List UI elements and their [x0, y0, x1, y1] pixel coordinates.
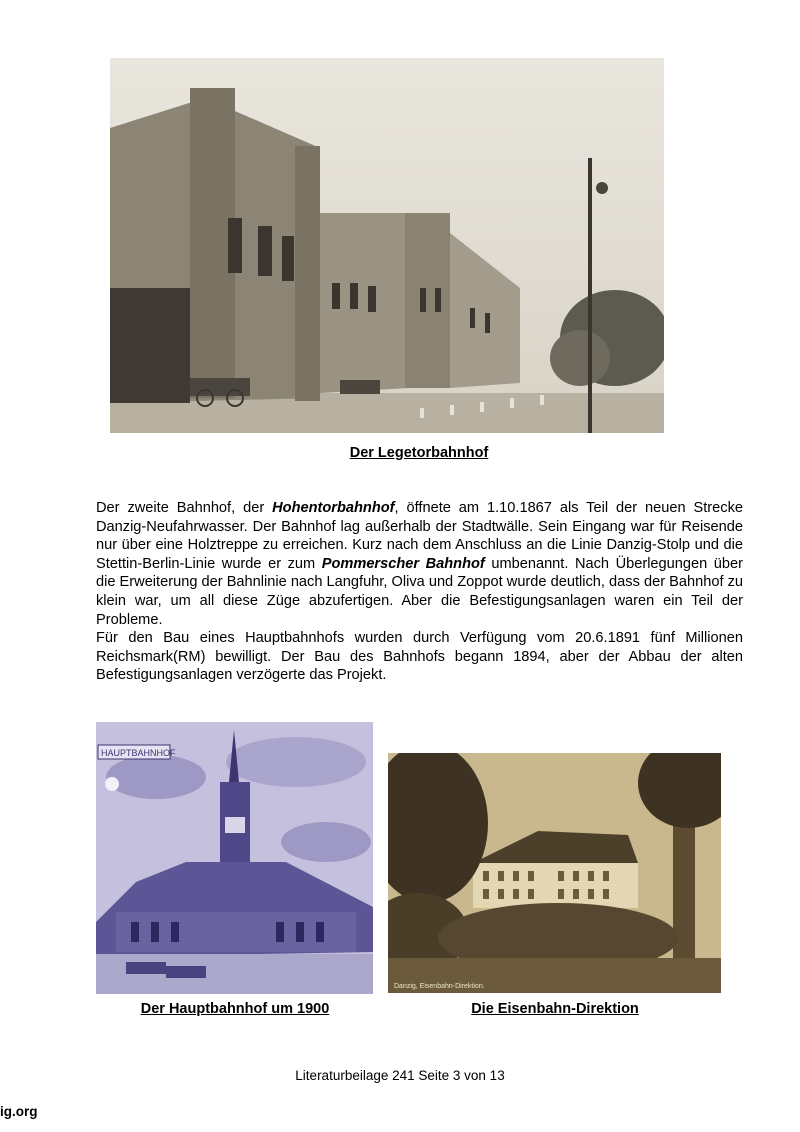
paragraph-1: Der zweite Bahnhof, der Hohentorbahnhof, öffnete am 1.10.1867 als Teil der neuen Strecke Danzig-Neufahrwasser. Der Bahnhof lag außerhalb der Stadtwälle. Sein Eingang war für Reisende nur über eine Holztreppe zu erreichen. Kurz nach dem Anschluss an die Linie Danzig-Stolp und die Stettin-Berlin-Linie wurde er zum Pommerscher Bahnhof umbenannt. Nach Überlegungen über die Erweiterung der Bahnlinie nach Langfuhr, Oliva und Zoppot wurde deutlich, dass der Bahnhof zu klein war, um all diese Züge abzufertigen. Aber die Befestigungsanlagen waren ein Teil der Probleme.: [96, 500, 744, 628]
hauptbahnhof-caption: Der Hauptbahnhof um 1900: [140, 1001, 330, 1017]
legetorbahnhof-caption: Der Legetorbahnhof: [349, 445, 489, 461]
hohentorbahnhof-name: Hohentorbahnhof: [272, 500, 395, 516]
legetorbahnhof-photo: [110, 58, 664, 433]
paragraph-2: Für den Bau eines Hauptbahnhofs wurden durch Verfügung vom 20.6.1891 fünf Millionen Reichsmark(RM) bewilligt. Der Bau des Bahnhofs begann 1894, aber der Abbau der alten Befestigungsanlagen verzögerte das Projekt.: [96, 630, 743, 684]
direktion-inscription: Danzig, Eisenbahn-Direktion.: [394, 983, 485, 990]
page-footer: Literaturbeilage 241 Seite 3 von 13: [295, 1068, 505, 1083]
body-text: [96, 499, 743, 685]
eisenbahn-direktion-caption: Die Eisenbahn-Direktion: [471, 1001, 639, 1017]
site-url-fragment: ig.org: [0, 1104, 38, 1119]
pommerscher-bahnhof-name: Pommerscher Bahnhof: [321, 555, 485, 572]
hauptbahnhof-sign: HAUPTBAHNHOF: [101, 748, 176, 758]
hauptbahnhof-photo: [96, 722, 373, 994]
eisenbahn-direktion-photo: [388, 753, 721, 993]
